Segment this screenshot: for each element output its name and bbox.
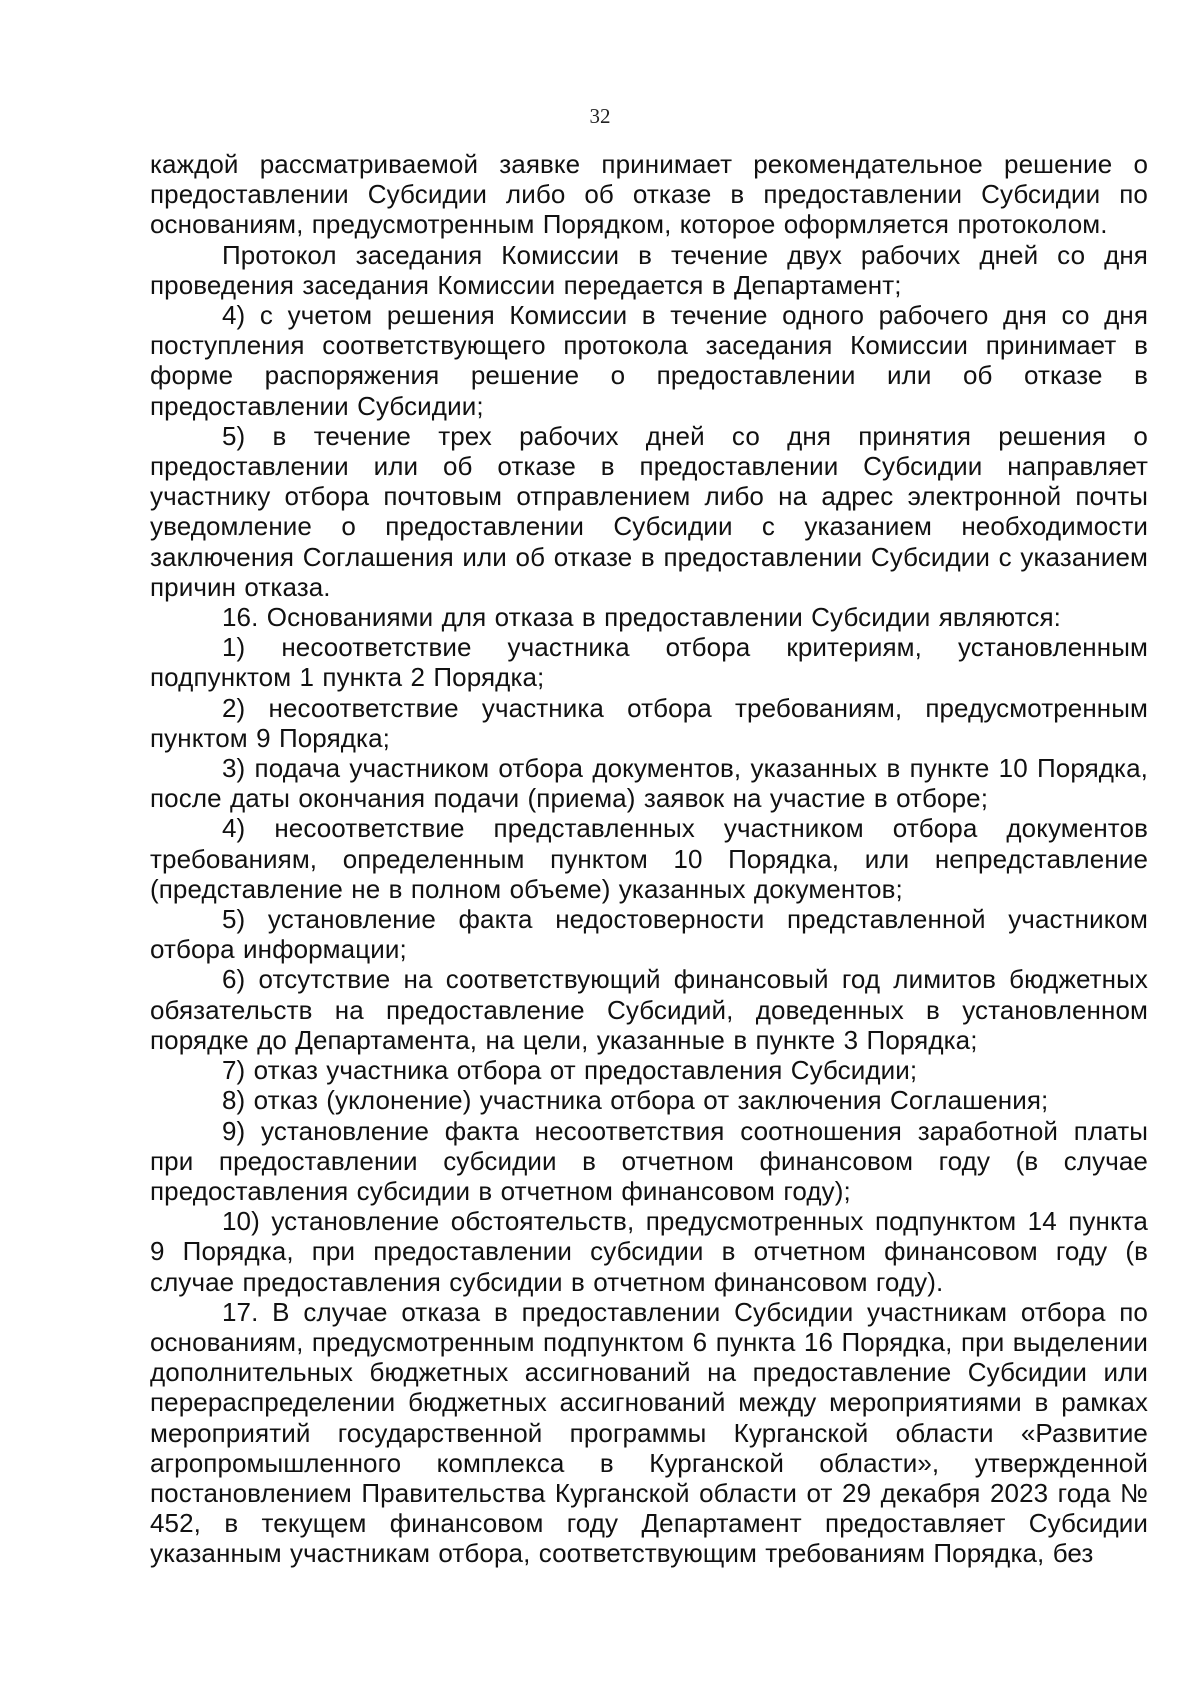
paragraph-item-5-notification: 5) в течение трех рабочих дней со дня принятия решения о предоставлении или об отказе в предоставлении Субсидии направляет участнику отбора почтовым отправлением либо на адрес электронной почты уведомление о предоставлении Субсидии с указанием необходимости заключения Соглашения или об отказе в предоставлении Субсидии с указанием причин отказа.: [150, 420, 1148, 602]
document-body: [150, 149, 1148, 1569]
paragraph-refusal-item-3: 3) подача участником отбора документов, указанных в пункте 10 Порядка, после даты окончания подачи (приема) заявок на участие в отборе;: [150, 753, 1148, 814]
paragraph-refusal-item-5: 5) установление факта недостоверности представленной участником отбора информации;: [150, 904, 1148, 965]
paragraph-refusal-item-2: 2) несоответствие участника отбора требованиям, предусмотренным пунктом 9 Порядка;: [150, 692, 1148, 753]
paragraph-section-16-heading: 16. Основаниями для отказа в предоставлении Субсидии являются:: [222, 602, 1062, 633]
paragraph-section-17: 17. В случае отказа в предоставлении Субсидии участникам отбора по основаниям, предусмотренным подпунктом 6 пункта 16 Порядка, при выделении дополнительных бюджетных ассигнований на предоставление Субсидии или перераспределении бюджетных ассигнований между мероприятиями в рамках мероприятий государственной программы Курганской области «Развитие агропромышленного комплекса в Курганской области», утвержденной постановлением Правительства Курганской области от 29 декабря 2023 года № 452, в текущем финансовом году Департамент предоставляет Субсидии указанным участникам отбора, соответствующим требованиям Порядка, без: [150, 1296, 1148, 1569]
paragraph-commission-decision: каждой рассматриваемой заявке принимает рекомендательное решение о предоставлении Субсидии либо об отказе в предоставлении Субсидии по основаниям, предусмотренным Порядком, которое оформляется протоколом.: [150, 149, 1148, 240]
paragraph-refusal-item-4: 4) несоответствие представленных участником отбора документов требованиям, определенным пунктом 10 Порядка, или непредставление (представление не в полном объеме) указанных документов;: [150, 813, 1148, 904]
paragraph-refusal-item-9: 9) установление факта несоответствия соотношения заработной платы при предоставлении субсидии в отчетном финансовом году (в случае предоставления субсидии в отчетном финансовом году);: [150, 1115, 1148, 1206]
page-number: 32: [589, 104, 611, 128]
paragraph-protocol-transfer: Протокол заседания Комиссии в течение двух рабочих дней со дня проведения заседания Комиссии передается в Департамент;: [150, 239, 1148, 300]
paragraph-refusal-item-1: 1) несоответствие участника отбора критериям, установленным подпунктом 1 пункта 2 Порядка;: [150, 632, 1148, 693]
paragraph-refusal-item-8: 8) отказ (уклонение) участника отбора от заключения Соглашения;: [222, 1085, 1049, 1116]
paragraph-refusal-item-6: 6) отсутствие на соответствующий финансовый год лимитов бюджетных обязательств на предоставление Субсидий, доведенных в установленном порядке до Департамента, на цели, указанные в пункте 3 Порядка;: [150, 964, 1148, 1055]
paragraph-item-4-order: 4) с учетом решения Комиссии в течение одного рабочего дня со дня поступления соответствующего протокола заседания Комиссии принимает в форме распоряжения решение о предоставлении или об отказе в предоставлении Субсидии;: [150, 300, 1148, 421]
paragraph-refusal-item-10: 10) установление обстоятельств, предусмотренных подпунктом 14 пункта 9 Порядка, при предоставлении субсидии в отчетном финансовом году (в случае предоставления субсидии в отчетном финансовом году).: [150, 1206, 1148, 1297]
paragraph-refusal-item-7: 7) отказ участника отбора от предоставления Субсидии;: [222, 1055, 918, 1086]
